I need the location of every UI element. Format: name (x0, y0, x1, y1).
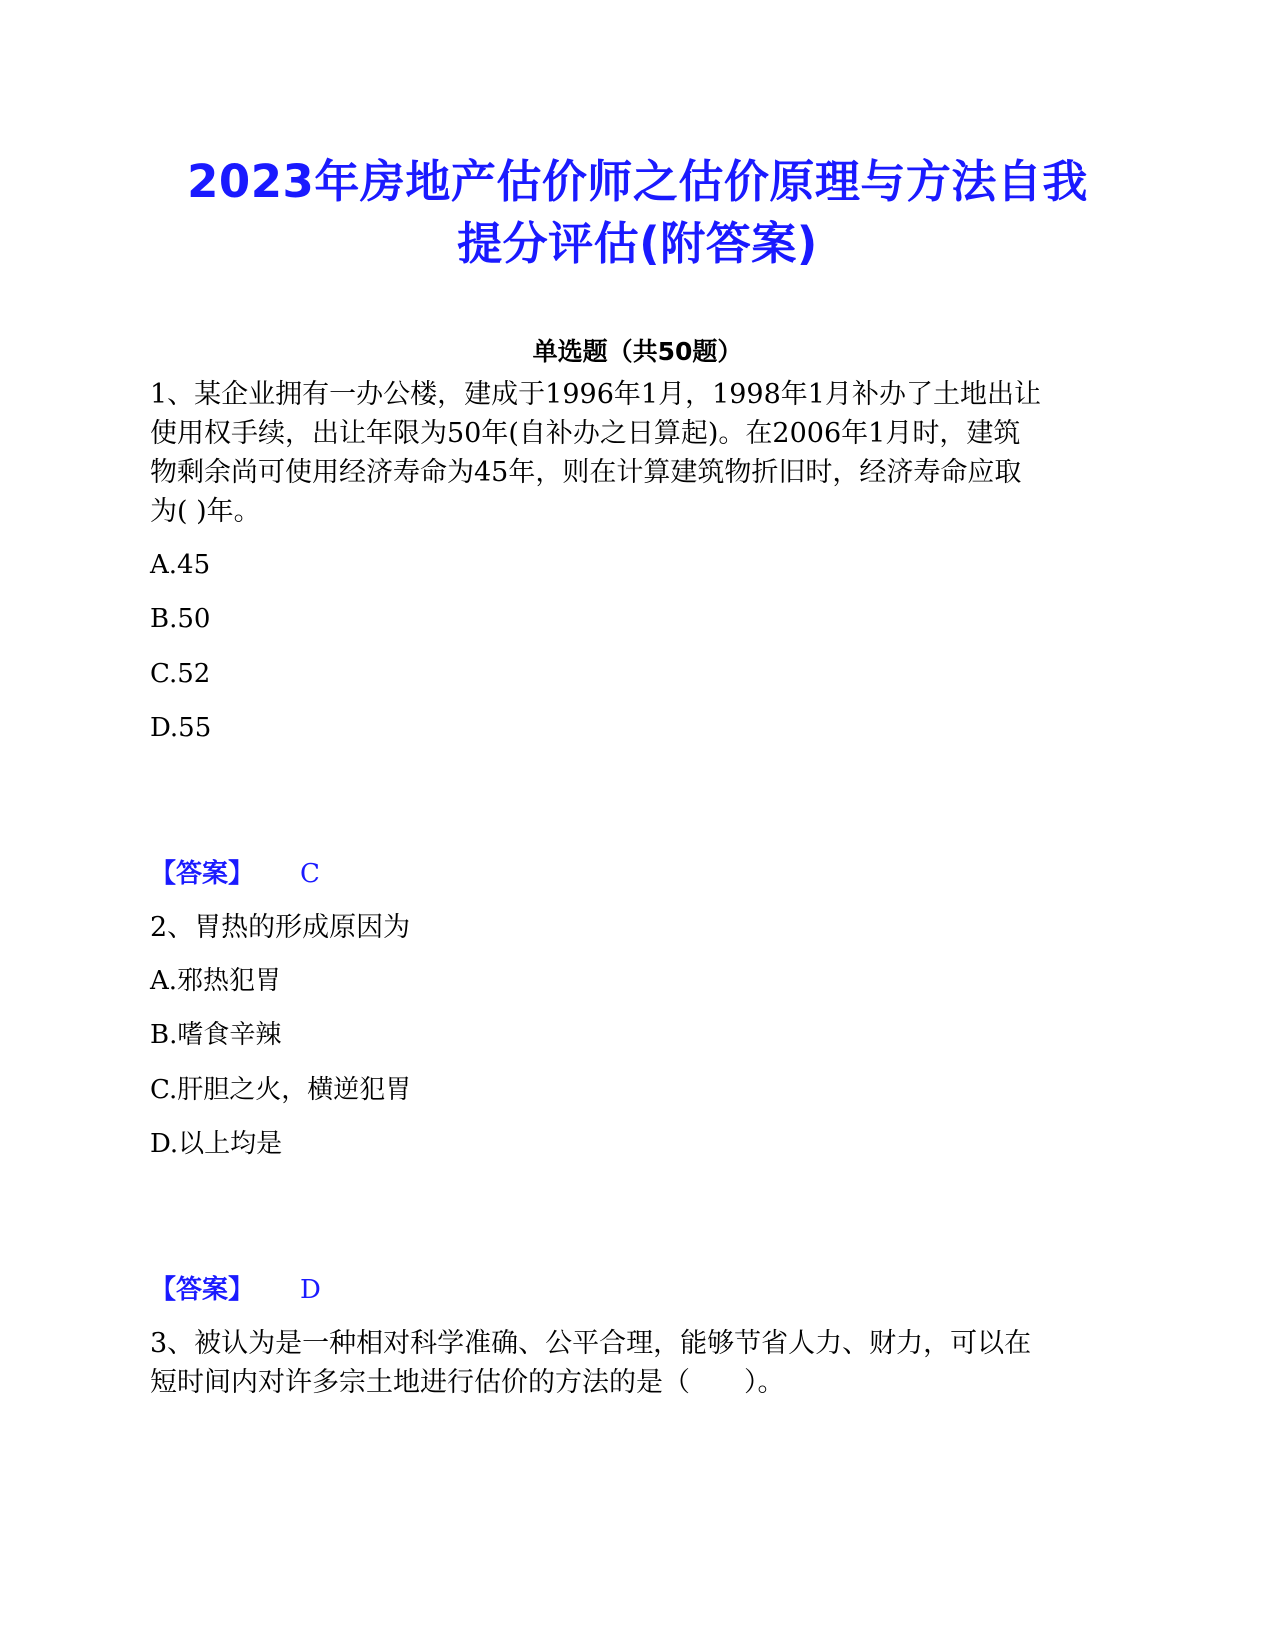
question-1-option-a: A.45 (150, 550, 211, 580)
question-1-stem-line: 使用权手续，出让年限为50年(自补办之日算起)。在2006年1月时，建筑 (150, 418, 1021, 449)
question-1-option-d: D.55 (150, 713, 212, 743)
section-heading: 单选题（共50题） (532, 337, 743, 366)
document-title-line-1: 2023年房地产估价师之估价原理与方法自我 (187, 155, 1088, 208)
question-1-option-c: C.52 (150, 659, 211, 689)
question-1-stem (150, 375, 1130, 531)
question-3-stem-line: 短时间内对许多宗土地进行估价的方法的是（ ）。 (150, 1367, 785, 1398)
answer-value: C (300, 859, 320, 889)
question-1-stem-line: 物剩余尚可使用经济寿命为45年，则在计算建筑物折旧时，经济寿命应取 (150, 457, 1022, 488)
question-2-stem-line: 2、胃热的形成原因为 (150, 912, 411, 943)
question-3-stem (150, 1324, 1130, 1402)
question-2-stem (150, 908, 1130, 947)
question-1-option-b: B.50 (150, 604, 211, 634)
question-2-answer (150, 1273, 321, 1307)
answer-label: 【答案】 (150, 859, 255, 889)
question-2-option-a: A.邪热犯胃 (150, 966, 282, 996)
question-1-answer (150, 857, 320, 891)
question-2-option-c: C.肝胆之火，横逆犯胃 (150, 1075, 412, 1105)
answer-label: 【答案】 (150, 1275, 255, 1305)
answer-value: D (300, 1275, 321, 1305)
document-title-line-2: 提分评估(附答案) (457, 217, 818, 270)
question-1-stem-line: 1、某企业拥有一办公楼，建成于1996年1月，1998年1月补办了土地出让 (150, 379, 1041, 410)
question-1-stem-line: 为( )年。 (150, 496, 261, 527)
question-3-stem-line: 3、被认为是一种相对科学准确、公平合理，能够节省人力、财力，可以在 (150, 1328, 1032, 1359)
question-2-option-d: D.以上均是 (150, 1129, 283, 1159)
question-2-option-b: B.嗜食辛辣 (150, 1020, 282, 1050)
